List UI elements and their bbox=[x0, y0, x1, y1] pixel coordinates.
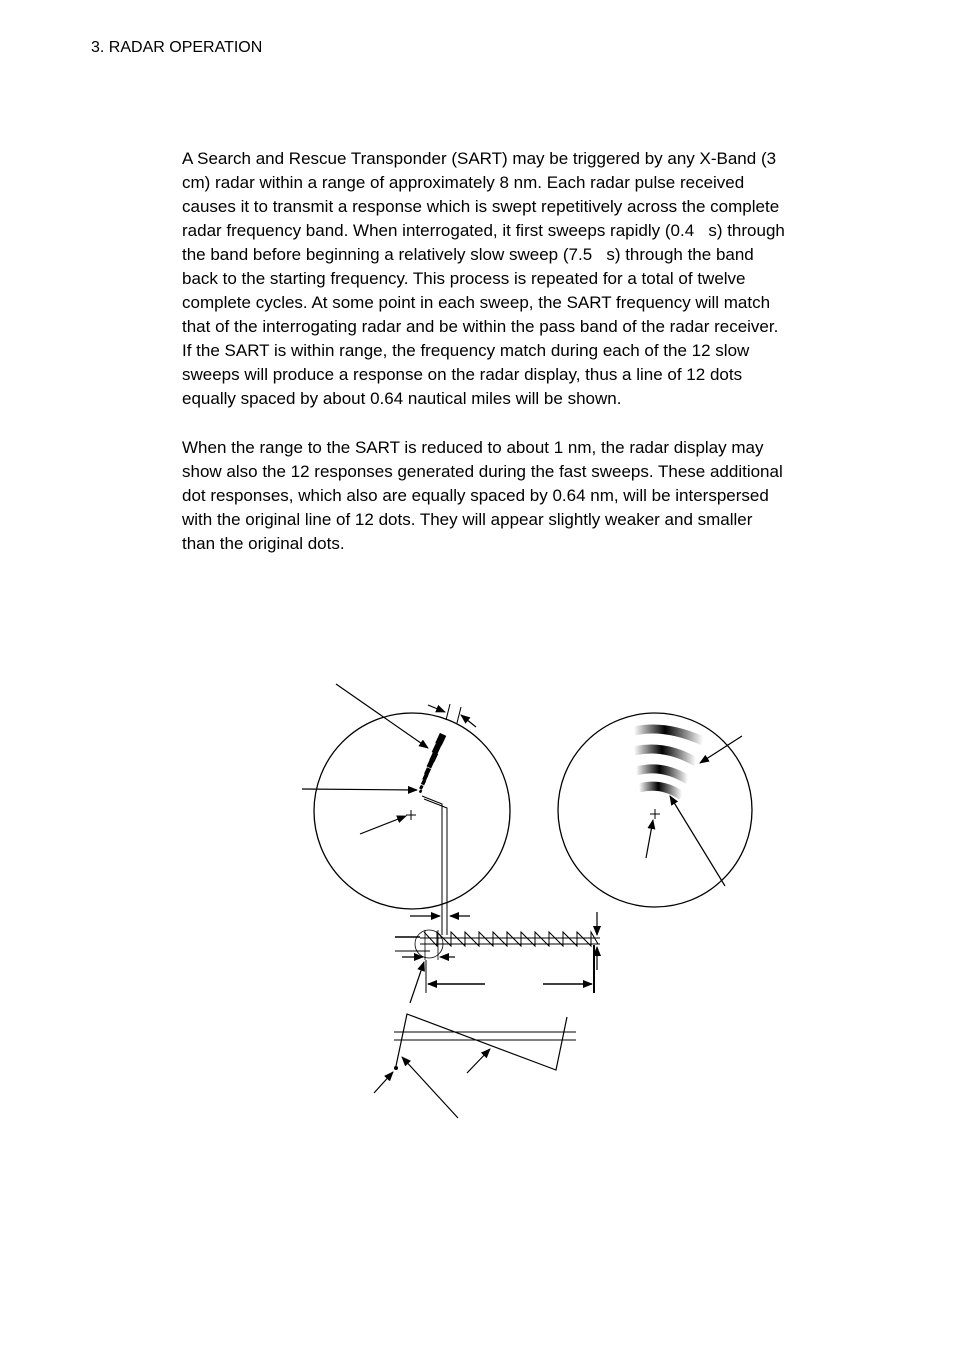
text-line: If the SART is within range, the frequency match during each of the 12 slow bbox=[182, 341, 750, 360]
text-line: with the original line of 12 dots. They will appear slightly weaker and smaller bbox=[182, 510, 753, 529]
text-line: sweeps will produce a response on the radar display, thus a line of 12 dots bbox=[182, 365, 743, 384]
text-line: that of the interrogating radar and be within the pass band of the radar receiver. bbox=[182, 317, 779, 336]
text-line: dot responses, which also are equally spaced by 0.64 nm, will be interspersed bbox=[182, 486, 769, 505]
text-line: show also the 12 responses generated during the fast sweeps. These additional bbox=[182, 462, 783, 481]
sart-arcs bbox=[634, 729, 703, 796]
text-line: radar frequency band. When interrogated, it first sweeps rapidly (0.4 s) through bbox=[182, 221, 785, 240]
own-ship-marker-icon bbox=[406, 810, 416, 820]
frequency-sweep-diagram bbox=[374, 1014, 576, 1118]
text-line: back to the starting frequency. This process is repeated for a total of twelve bbox=[182, 269, 746, 288]
text-line: When the range to the SART is reduced to about 1 nm, the radar display may bbox=[182, 438, 764, 457]
text-line: complete cycles. At some point in each sweep, the SART frequency will match bbox=[182, 293, 771, 312]
text-line: equally spaced by about 0.64 nautical miles will be shown. bbox=[182, 389, 622, 408]
section-header: 3. RADAR OPERATION bbox=[91, 39, 263, 56]
text-line: cm) radar within a range of approximately 8 nm. Each radar pulse received bbox=[182, 173, 745, 192]
own-ship-marker-icon bbox=[650, 809, 660, 819]
text-line: A Search and Rescue Transponder (SART) may be triggered by any X-Band (3 bbox=[182, 149, 777, 168]
sart-dots bbox=[419, 733, 446, 793]
sweep-diagram bbox=[395, 912, 600, 1003]
left-radar-display bbox=[302, 684, 510, 935]
text-line: than the original dots. bbox=[182, 534, 345, 553]
text-line: the band before beginning a relatively slow sweep (7.5 s) through the band bbox=[182, 245, 754, 264]
text-line: causes it to transmit a response which is swept repetitively across the complete bbox=[182, 197, 780, 216]
right-radar-display bbox=[558, 713, 752, 907]
